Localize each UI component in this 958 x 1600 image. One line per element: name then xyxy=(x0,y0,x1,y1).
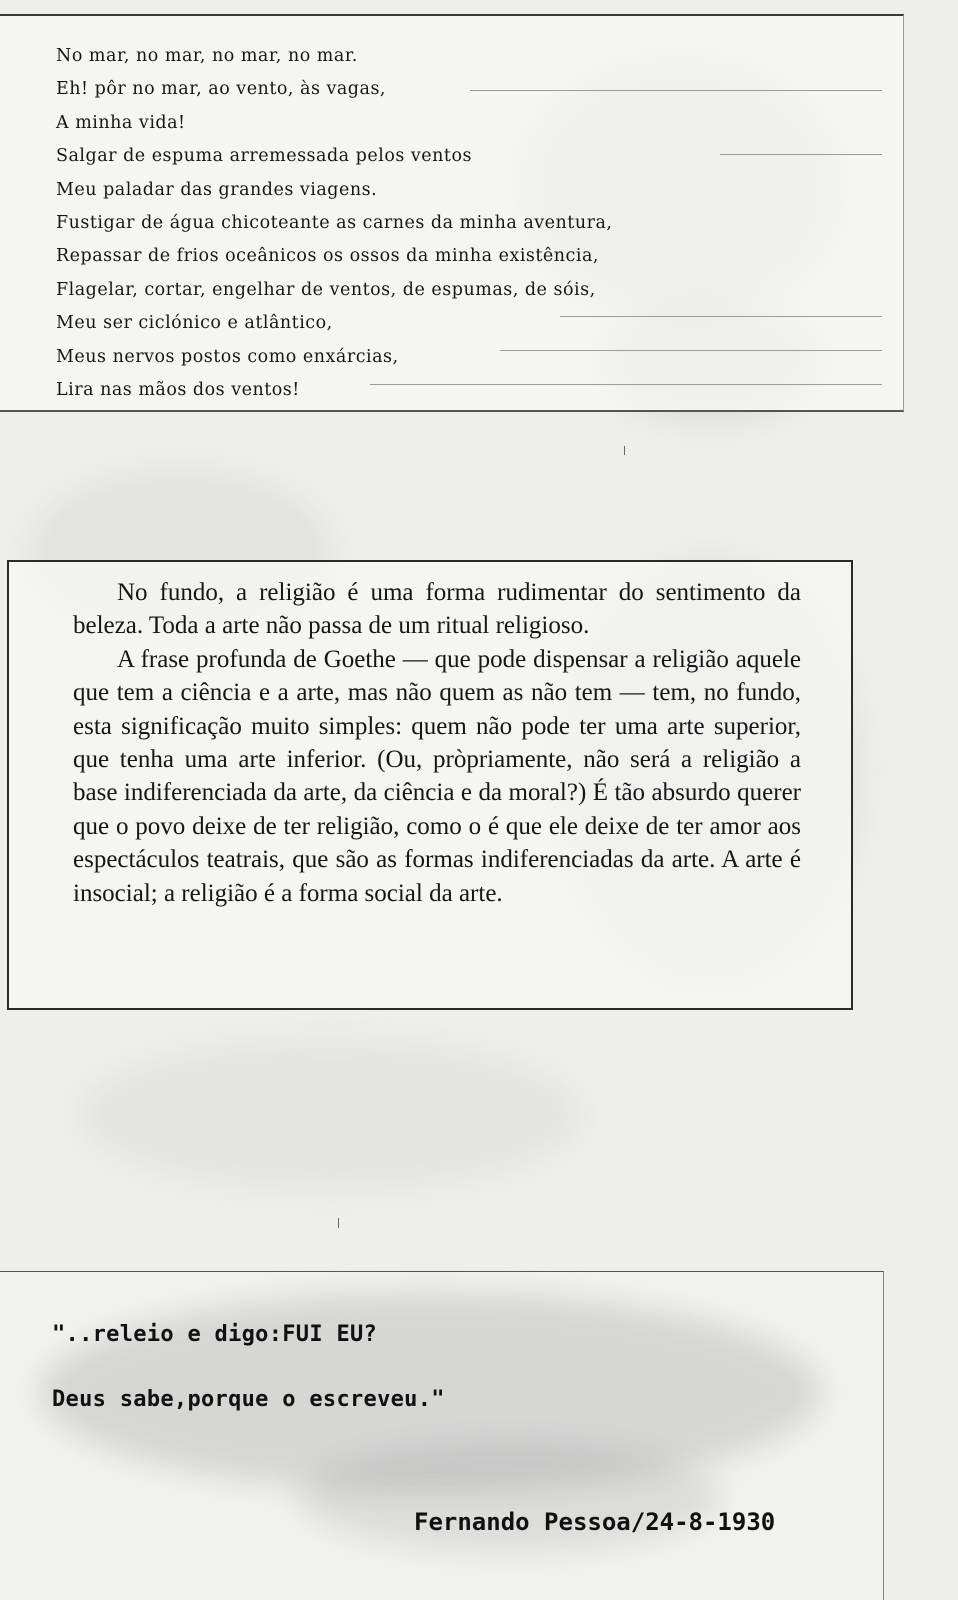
scan-speck xyxy=(624,446,625,455)
poem-line: Eh! pôr no mar, ao vento, às vagas, xyxy=(56,79,386,100)
poem-line: Lira nas mãos dos ventos! xyxy=(56,380,300,401)
prose-paragraph: No fundo, a religião é uma forma rudimentar do sentimento da beleza. Toda a arte não passa de um ritual religioso. xyxy=(73,579,801,640)
poem-line: Meus nervos postos como enxárcias, xyxy=(56,346,399,367)
quote-line: Deus sabe,porque o escreveu." xyxy=(52,1387,445,1412)
poem-line: Flagelar, cortar, engelhar de ventos, de espumas, de sóis, xyxy=(56,279,596,300)
poem-line: A minha vida! xyxy=(56,112,186,133)
poem-line: Salgar de espuma arremessada pelos ventos xyxy=(56,146,472,167)
scan-speck xyxy=(338,1218,339,1228)
poem-line: Fustigar de água chicoteante as carnes da minha aventura, xyxy=(56,213,613,234)
poem-clipping xyxy=(0,14,904,412)
prose-text xyxy=(73,576,801,910)
signature-date: Fernando Pessoa/24-8-1930 xyxy=(414,1508,776,1536)
quote-line: "..releio e digo:FUI EU? xyxy=(52,1322,378,1347)
poem-line: No mar, no mar, no mar, no mar. xyxy=(56,46,358,66)
prose-clipping xyxy=(7,560,853,1010)
poem-line: Repassar de frios oceânicos os ossos da minha existência, xyxy=(56,246,599,267)
prose-paragraph: A frase profunda de Goethe — que pode dispensar a religião aquele que tem a ciência e a arte, mas não quem as não tem — tem, no fundo, esta significação muito simples: quem não pode ter uma arte superior, que tenha uma arte inferior. (Ou, pròpriamente, não será a religião a base indiferenciada da arte, da ciência e da moral?) É tão absurdo querer que o povo deixe de ter religião, como o é que ele deixe de ter amor aos espectáculos teatrais, que são as formas indiferenciadas da arte. A arte é insocial; a religião é a forma social da arte. xyxy=(73,645,801,907)
poem-line: Meu ser ciclónico e atlântico, xyxy=(56,313,333,334)
poem-line: Meu paladar das grandes viagens. xyxy=(56,179,378,200)
ruled-line xyxy=(720,154,882,155)
typed-quote-clipping xyxy=(0,1271,884,1600)
poem-text xyxy=(56,40,612,407)
ink-stain xyxy=(80,1040,580,1190)
